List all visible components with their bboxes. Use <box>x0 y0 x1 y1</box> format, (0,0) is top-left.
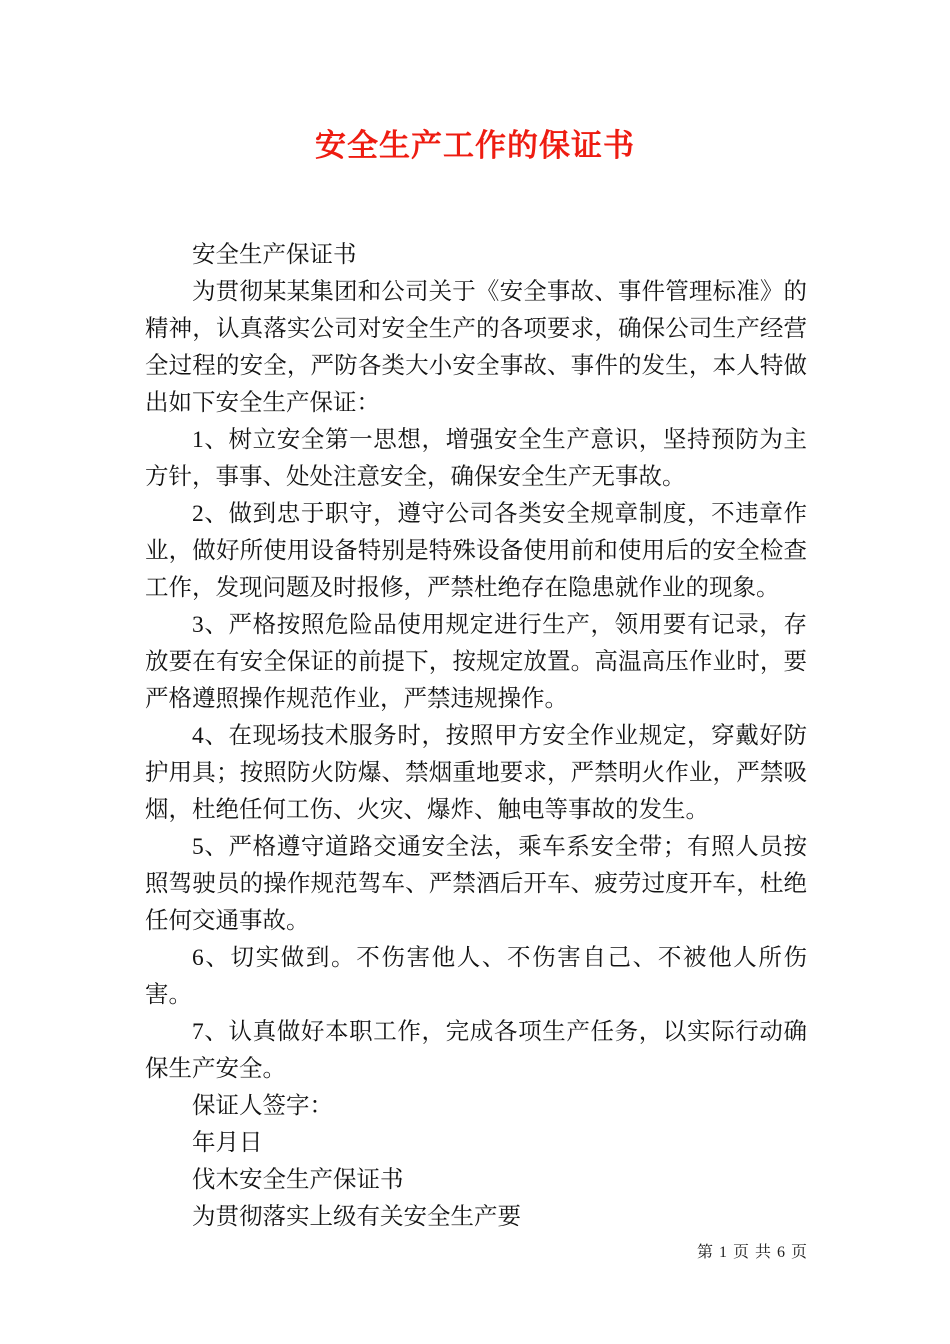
page-number-indicator: 第 1 页 共 6 页 <box>696 1244 808 1261</box>
paragraph-intro: 为贯彻某某集团和公司关于《安全事故、事件管理标准》的精神，认真落实公司对安全生产的各项要求，确保公司生产经营全过程的安全，严防各类大小安全事故、事件的发生，本人特做出如下安全生产保证： <box>145 279 807 416</box>
paragraph-item-7: 7、认真做好本职工作，完成各项生产任务，以实际行动确保生产安全。 <box>145 1019 807 1082</box>
paragraph-item-6: 6、切实做到。不伤害他人、不伤害自己、不被他人所伤害。 <box>145 945 807 1008</box>
document-title: 安全生产工作的保证书 <box>315 128 635 163</box>
paragraph-date: 年月日 <box>192 1130 263 1156</box>
paragraph-heading: 安全生产保证书 <box>192 242 357 268</box>
paragraph-item-1: 1、树立安全第一思想，增强安全生产意识，坚持预防为主方针，事事、处处注意安全，确保安全生产无事故。 <box>145 427 807 490</box>
paragraph-intro-2: 为贯彻落实上级有关安全生产要 <box>192 1204 521 1230</box>
document-body <box>145 237 807 1236</box>
paragraph-signature: 保证人签字： <box>192 1093 333 1119</box>
paragraph-item-3: 3、严格按照危险品使用规定进行生产，领用要有记录，存放要在有安全保证的前提下，按规定放置。高温高压作业时，要严格遵照操作规范作业，严禁违规操作。 <box>145 612 807 712</box>
paragraph-item-2: 2、做到忠于职守，遵守公司各类安全规章制度，不违章作业，做好所使用设备特别是特殊设备使用前和使用后的安全检查工作，发现问题及时报修，严禁杜绝存在隐患就作业的现象。 <box>145 501 807 601</box>
paragraph-heading-2: 伐木安全生产保证书 <box>192 1167 404 1193</box>
paragraph-item-5: 5、严格遵守道路交通安全法，乘车系安全带；有照人员按照驾驶员的操作规范驾车、严禁酒后开车、疲劳过度开车，杜绝任何交通事故。 <box>145 834 807 934</box>
paragraph-item-4: 4、在现场技术服务时，按照甲方安全作业规定，穿戴好防护用具；按照防火防爆、禁烟重地要求，严禁明火作业，严禁吸烟，杜绝任何工伤、火灾、爆炸、触电等事故的发生。 <box>145 723 807 823</box>
